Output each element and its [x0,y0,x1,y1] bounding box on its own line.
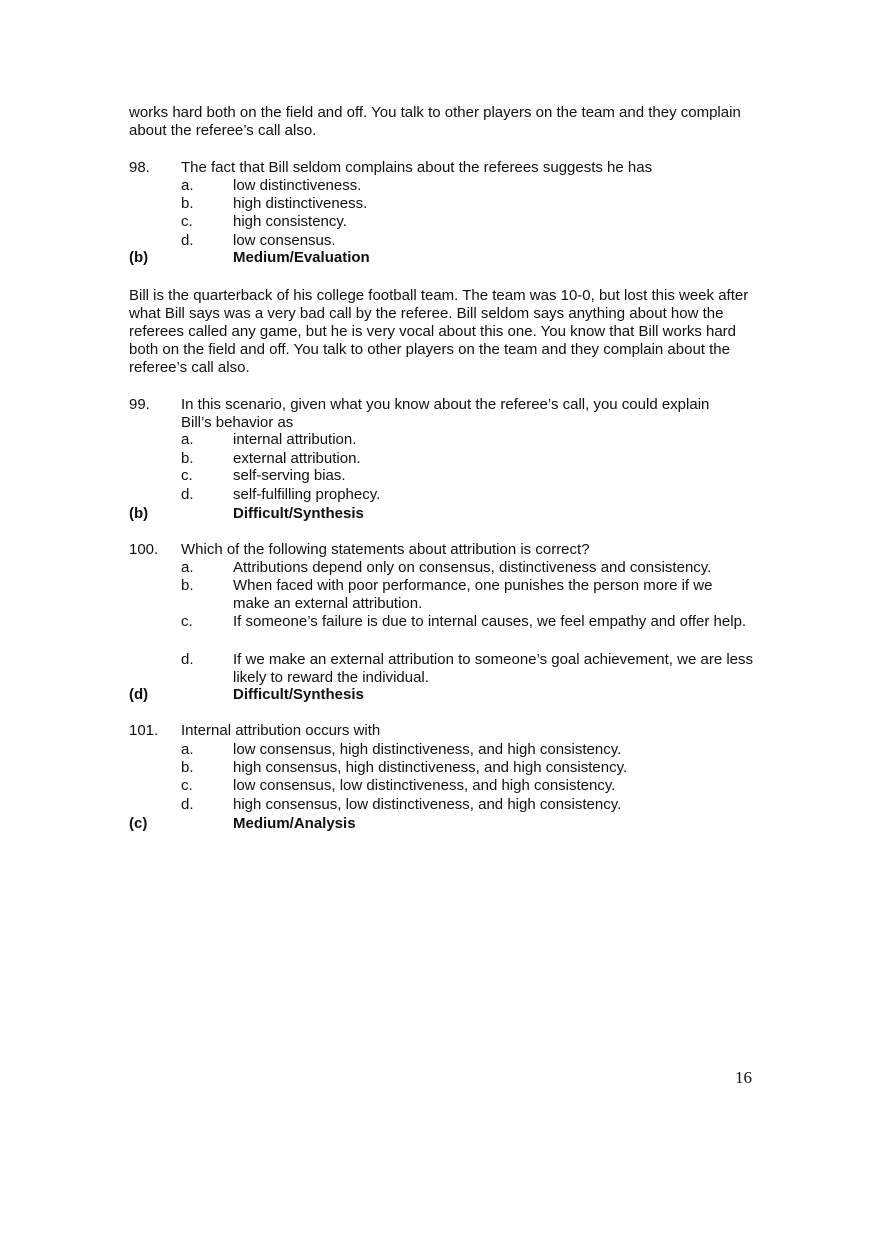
answer-key: (b) [129,249,149,266]
option-text: low consensus. [233,232,336,249]
option-letter: c. [181,613,193,630]
option-letter: a. [181,559,194,576]
option-text: self-fulfilling prophecy. [233,486,381,503]
option-text: low consensus, low distinctiveness, and high consistency. [233,777,616,794]
option-text: If we make an external attribution to someone’s goal achievement, we are less likely to reward the individual. [233,651,754,686]
answer-key: (c) [129,815,148,832]
option-letter: b. [181,759,194,776]
option-text: external attribution. [233,450,361,467]
question-text: Which of the following statements about attribution is correct? [181,541,590,558]
option-letter: a. [181,741,194,758]
option-text: If someone’s failure is due to internal causes, we feel empathy and offer help. [233,613,747,630]
question-number: 98. [129,159,150,176]
question-number: 99. [129,396,150,413]
option-text: Attributions depend only on consensus, distinctiveness and consistency. [233,559,712,576]
option-letter: b. [181,577,194,594]
option-text: high consensus, high distinctiveness, and high consistency. [233,759,628,776]
question-number: 101. [129,722,159,739]
option-letter: a. [181,431,194,448]
option-text: low distinctiveness. [233,177,362,194]
question-text: The fact that Bill seldom complains about the referees suggests he has [181,159,653,176]
answer-key: (b) [129,505,149,522]
option-letter: c. [181,213,193,230]
option-text: high consistency. [233,213,347,230]
question-number: 100. [129,541,159,558]
difficulty-level: Difficult/Synthesis [233,505,364,522]
page-number: 16 [735,1068,752,1087]
difficulty-level: Difficult/Synthesis [233,686,364,703]
option-letter: c. [181,777,193,794]
option-letter: d. [181,796,194,813]
answer-key: (d) [129,686,149,703]
option-text: self-serving bias. [233,467,346,484]
question-text: Internal attribution occurs with [181,722,381,739]
option-letter: d. [181,651,194,668]
option-text: When faced with poor performance, one punishes the person more if we make an external attribution. [233,577,713,612]
question-text: In this scenario, given what you know about the referee’s call, you could explain Bill’s behavior as [181,396,710,431]
option-letter: a. [181,177,194,194]
option-letter: c. [181,467,193,484]
scenario-continuation: works hard both on the field and off. You talk to other players on the team and they complain about the referee’s call also. [129,104,741,139]
option-letter: d. [181,232,194,249]
option-text: high distinctiveness. [233,195,368,212]
option-letter: b. [181,195,194,212]
option-text: low consensus, high distinctiveness, and high consistency. [233,741,622,758]
option-letter: d. [181,486,194,503]
option-letter: b. [181,450,194,467]
option-text: high consensus, low distinctiveness, and high consistency. [233,796,622,813]
option-text: internal attribution. [233,431,357,448]
difficulty-level: Medium/Evaluation [233,249,370,266]
difficulty-level: Medium/Analysis [233,815,356,832]
scenario-paragraph: Bill is the quarterback of his college football team. The team was 10-0, but lost this week after what Bill says was a very bad call by the referee. Bill seldom says anything about how the referees called any game, but he is very vocal about this one. You know that Bill works hard both on the field and off. You talk to other players on the team and they complain about the referee’s call also. [129,287,749,376]
